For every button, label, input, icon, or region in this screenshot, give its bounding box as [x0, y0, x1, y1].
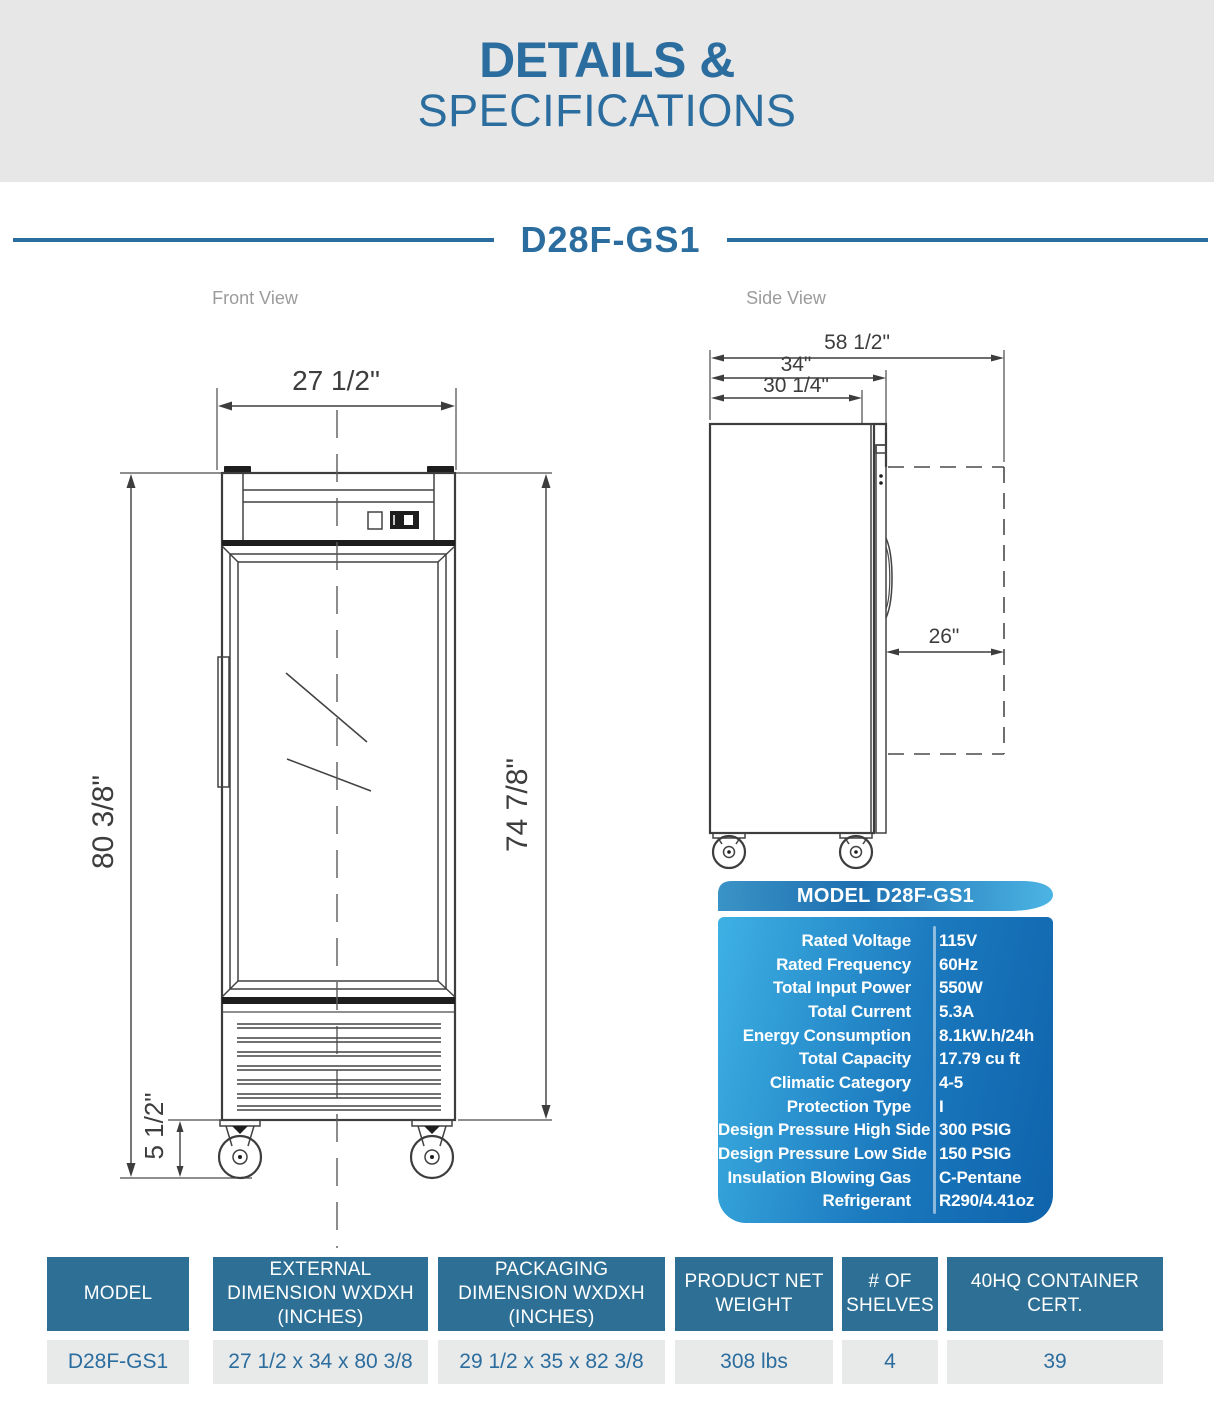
- side-door-slab: [876, 445, 886, 833]
- spec-value: I: [939, 1096, 944, 1116]
- spec-row: [718, 1142, 1053, 1166]
- spec-label: Insulation Blowing Gas: [727, 1167, 911, 1187]
- spec-value: R290/4.41oz: [939, 1191, 1035, 1211]
- spec-label: Climatic Category: [769, 1072, 911, 1092]
- spec-row: [718, 1119, 1053, 1143]
- table-cell-container: 39: [947, 1340, 1163, 1384]
- heading-rule-left: [13, 238, 494, 242]
- spec-value: C-Pentane: [939, 1167, 1022, 1187]
- side-view-drawing: [650, 330, 1090, 890]
- front-width-dim-label: 27 1/2": [292, 365, 380, 396]
- spec-value: 4-5: [939, 1072, 963, 1092]
- spec-panel: [718, 917, 1053, 1223]
- spec-label: Energy Consumption: [742, 1025, 911, 1045]
- spec-value: 150 PSIG: [939, 1144, 1012, 1164]
- spec-row: [718, 1166, 1053, 1190]
- spec-row: [718, 976, 1053, 1000]
- door-swing-dashed-outline: [888, 467, 1004, 754]
- spec-label: Refrigerant: [822, 1191, 911, 1211]
- spec-panel-divider: [933, 926, 936, 1214]
- spec-row: [718, 1047, 1053, 1071]
- side-cabinet-outline: [710, 424, 892, 833]
- table-header-container: 40HQ CONTAINER CERT.: [947, 1257, 1163, 1331]
- spec-value: 550W: [939, 978, 983, 998]
- spec-value: 115V: [939, 930, 977, 950]
- spec-table: [47, 1257, 1163, 1384]
- side-view-label: Side View: [746, 288, 826, 308]
- table-header-packaging: PACKAGING DIMENSION WXDXH (INCHES): [438, 1257, 665, 1331]
- louver-grille: [222, 1012, 455, 1110]
- front-view-drawing: [85, 335, 585, 1255]
- side-depth-total-dim-label: 34": [780, 353, 812, 376]
- table-cell-weight: 308 lbs: [675, 1340, 833, 1384]
- spec-label: Protection Type: [786, 1096, 911, 1116]
- table-header-model: MODEL: [47, 1257, 189, 1331]
- front-view-label: Front View: [212, 288, 298, 308]
- spec-value: 17.79 cu ft: [939, 1049, 1020, 1069]
- spec-value: 5.3A: [939, 1001, 975, 1021]
- table-header-shelves: # OF SHELVES: [842, 1257, 938, 1331]
- table-header-external: EXTERNAL DIMENSION WXDXH (INCHES): [213, 1257, 428, 1331]
- spec-value: 300 PSIG: [939, 1120, 1012, 1140]
- front-caster-right: [411, 1120, 453, 1178]
- side-caster-left: [713, 833, 745, 868]
- spec-row: [718, 953, 1053, 977]
- table-cell-packaging: 29 1/2 x 35 x 82 3/8: [438, 1340, 665, 1384]
- front-caster-left: [219, 1120, 261, 1178]
- spec-row: [718, 1071, 1053, 1095]
- spec-value: 8.1kW.h/24h: [939, 1025, 1035, 1045]
- side-door-swing-dim-label: 26": [928, 625, 960, 648]
- spec-label: Design Pressure High Side: [718, 1120, 931, 1140]
- spec-label: Rated Frequency: [776, 954, 911, 974]
- side-caster-right: [840, 833, 872, 868]
- page-title-line2: SPECIFICATIONS: [417, 85, 797, 136]
- spec-row: [718, 1000, 1053, 1024]
- front-height-body-dim-label: 74 7/8": [501, 757, 534, 853]
- spec-label: Total Capacity: [798, 1049, 911, 1069]
- page-title-line1: DETAILS &: [479, 32, 735, 88]
- spec-row: [718, 929, 1053, 953]
- door-handle: [218, 657, 229, 787]
- table-cell-external: 27 1/2 x 34 x 80 3/8: [213, 1340, 428, 1384]
- front-cabinet-outline: [222, 466, 455, 1120]
- spec-row: [718, 1190, 1053, 1214]
- table-cell-shelves: 4: [842, 1340, 938, 1384]
- front-height-total-dim-label: 80 3/8": [87, 774, 120, 870]
- hero-banner: [0, 0, 1214, 182]
- front-caster-dim-label: 5 1/2": [139, 1092, 169, 1160]
- side-depth-body-dim-label: 30 1/4": [763, 374, 829, 397]
- spec-label: Rated Voltage: [801, 930, 911, 950]
- spec-value: 60Hz: [939, 954, 978, 974]
- heading-rule-right: [727, 238, 1208, 242]
- power-switch: [368, 512, 382, 529]
- spec-label: Total Current: [808, 1001, 911, 1021]
- spec-label: Design Pressure Low Side: [718, 1144, 927, 1164]
- spec-label: Total Input Power: [773, 978, 911, 998]
- side-depth-open-dim-label: 58 1/2": [824, 331, 890, 354]
- model-number: D28F-GS1: [520, 219, 701, 260]
- table-header-weight: PRODUCT NET WEIGHT: [675, 1257, 833, 1331]
- spec-panel-title: MODEL D28F-GS1: [796, 884, 975, 907]
- spec-row: [718, 1024, 1053, 1048]
- model-heading: [13, 219, 1208, 261]
- spec-row: [718, 1095, 1053, 1119]
- table-cell-model: D28F-GS1: [47, 1340, 189, 1384]
